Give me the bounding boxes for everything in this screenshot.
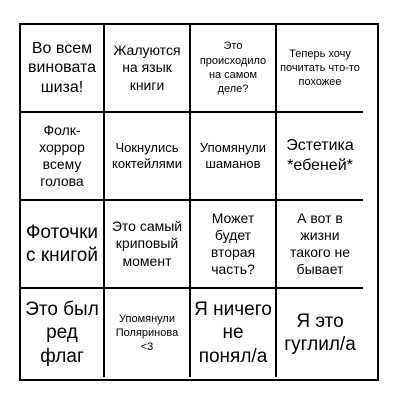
cell-text: Может будет вторая часть? (210, 209, 256, 278)
bingo-cell[interactable] (21, 113, 105, 201)
bingo-cell[interactable] (277, 201, 363, 289)
cell-text: Я это гуглил/а (284, 310, 356, 355)
bingo-cell[interactable] (277, 289, 363, 377)
cell-text: Это был ред флаг (25, 299, 99, 367)
cell-text: Фоточки с книгой (25, 221, 99, 266)
bingo-cell[interactable] (277, 25, 363, 113)
bingo-cell[interactable] (105, 289, 191, 377)
cell-text: Фолк-хоррор всему голова (39, 121, 85, 190)
cell-text: Упомянули шаманов (199, 139, 267, 171)
bingo-cell[interactable] (21, 25, 105, 113)
bingo-cell[interactable] (21, 289, 105, 377)
bingo-cell[interactable] (105, 25, 191, 113)
cell-text: Упомянули Поляринова <3 (115, 312, 179, 354)
cell-text: А вот в жизни такого не бывает (289, 209, 351, 278)
cell-text: Жалуются на язык книги (113, 42, 181, 93)
bingo-cell[interactable] (21, 201, 105, 289)
cell-text: Это происходило на самом деле? (199, 40, 267, 96)
bingo-cell[interactable] (191, 289, 277, 377)
bingo-cell[interactable] (277, 113, 363, 201)
bingo-cell[interactable] (191, 25, 277, 113)
cell-text: Это самый криповый момент (111, 218, 183, 269)
bingo-cell[interactable] (191, 113, 277, 201)
bingo-cell[interactable] (105, 113, 191, 201)
bingo-card (19, 23, 379, 381)
cell-text: Чокнулись коктейлями (111, 139, 183, 171)
cell-text: Во всем виновата шиза! (27, 39, 97, 96)
bingo-cell[interactable] (105, 201, 191, 289)
cell-text: Я ничего не понял/а (194, 299, 272, 367)
bingo-cell[interactable] (191, 201, 277, 289)
cell-text: Теперь хочу почитать что-то похожее (280, 47, 360, 89)
cell-text: Эстетика *ебеней* (286, 137, 354, 174)
